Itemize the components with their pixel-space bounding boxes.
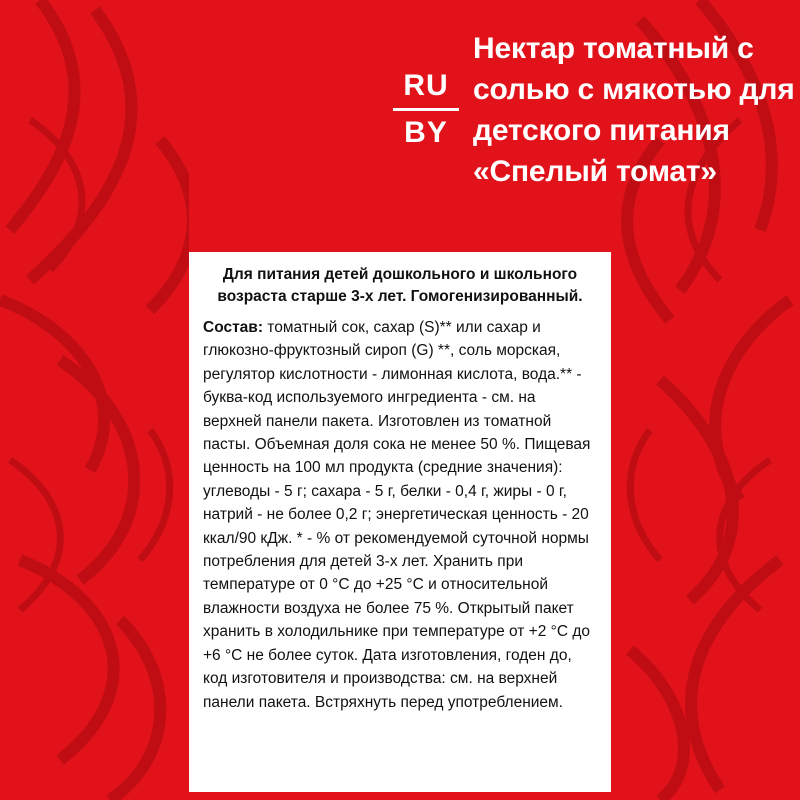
composition-paragraph bbox=[203, 316, 597, 714]
composition-text: томатный сок, сахар (S)** или сахар и глюкозно-фруктозный сироп (G) **, соль морская, регулятор кислотности - лимонная кислота, вода. bbox=[203, 319, 561, 383]
intro-text: Для питания детей дошкольного и школьного возраста старше 3-х лет. Гомогенизированный. bbox=[217, 266, 583, 305]
composition-label: Состав: bbox=[203, 319, 263, 336]
label-header bbox=[189, 8, 795, 252]
info-panel bbox=[189, 252, 611, 792]
label-body-text bbox=[189, 312, 611, 714]
brand-divider bbox=[393, 108, 459, 111]
details-text: ** - буква-код используемого ингредиента - см. на верхней панели пакета. Изготовлен из томатной пасты. Объемная доля сока не менее 50 %. Пищевая ценность на 100 мл продукта (средние значения): углеводы - 5 г; сахара - 5 г, белки - 0,4 г, жиры - 0 г, натрий - не более 0,2 г; энергетическая ценность - 20 ккал/90 кДж. * - % от рекомендуемой суточной нормы потребления для детей 3-х лет. Хранить при температуре от 0 °C до +25 °C и относительной влажности воздуха не более 75 %. Открытый пакет хранить в холодильнике при температуре от +2 °C до +6 °C не более суток. Дата изготовления, годен до, код изготовителя и производства: см. на верхней панели пакета. Встряхнуть перед употреблением. bbox=[203, 365, 591, 711]
product-title: Нектар томатный с солью с мякотью для детского питания «Спелый томат» bbox=[473, 32, 795, 188]
brand-line-1: RU bbox=[403, 69, 449, 102]
brand-badge bbox=[389, 68, 463, 178]
brand-line-2: BY bbox=[404, 116, 448, 149]
